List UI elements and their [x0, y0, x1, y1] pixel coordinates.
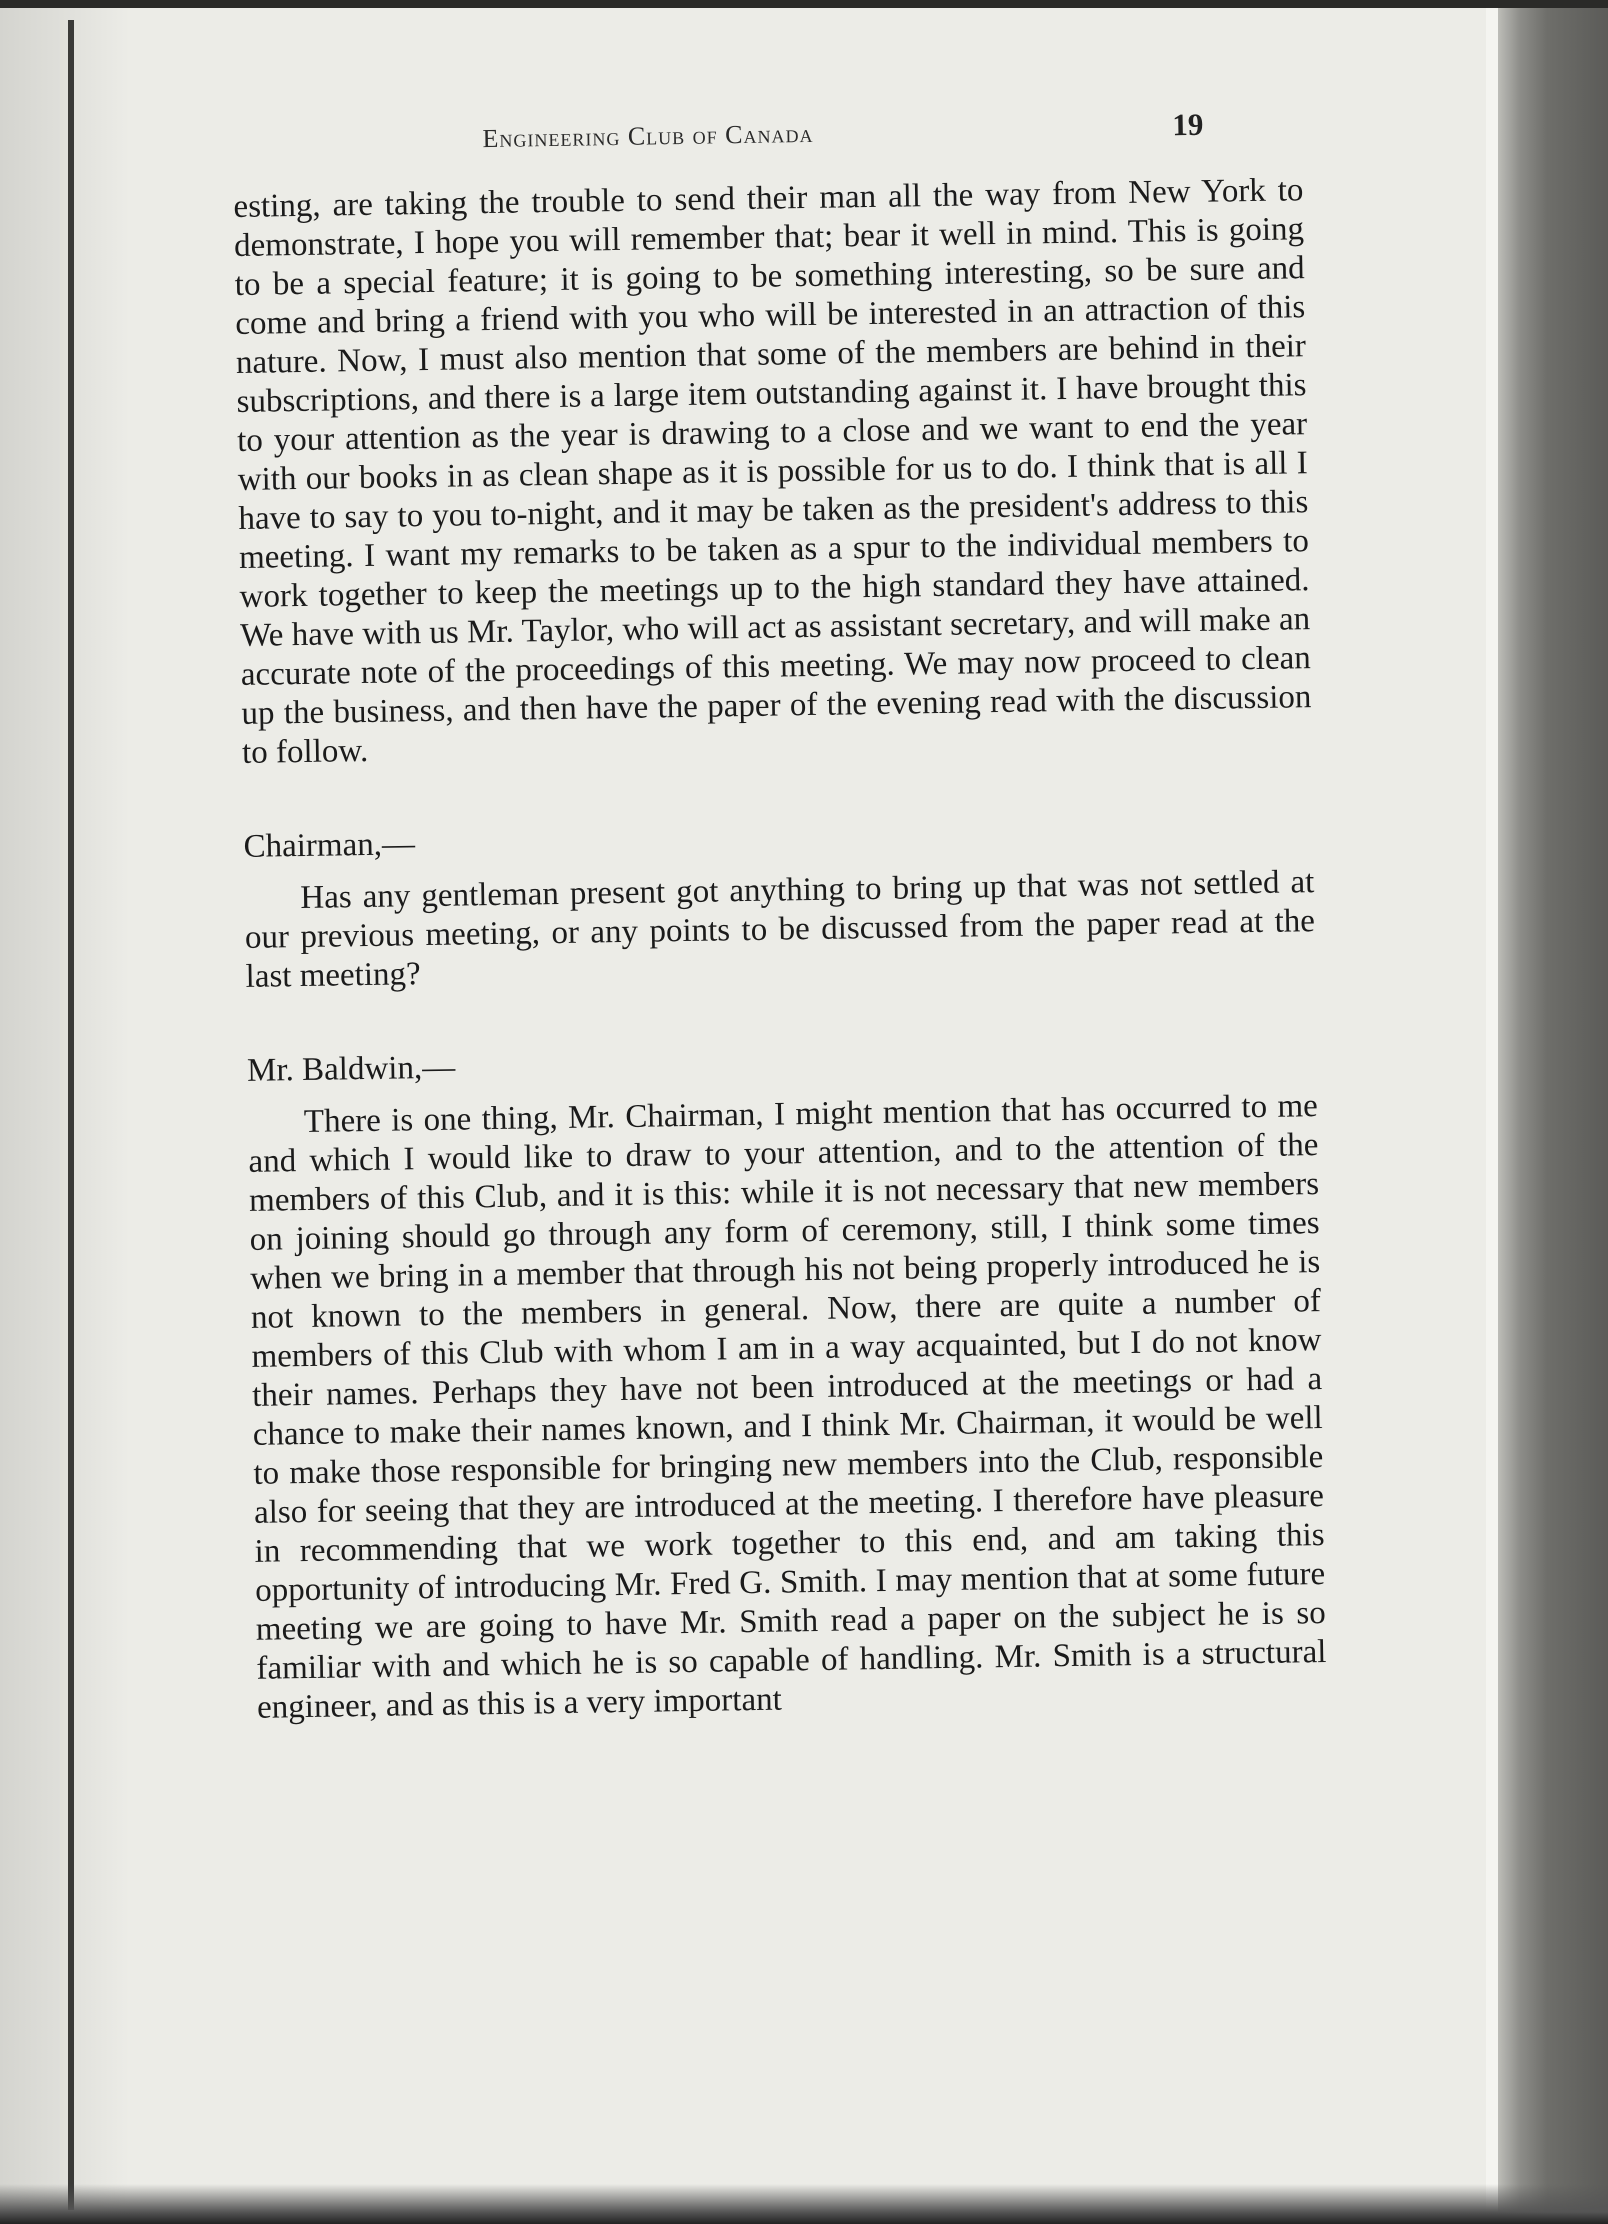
speaker-baldwin: Mr. Baldwin,—: [246, 1049, 456, 1089]
page-edge-highlight: [1486, 0, 1498, 2224]
chairman-paragraph: Has any gentleman present got anything to bring up that was not settled at our previous meeting, or any points to be discussed from the paper read at the last meeting?: [244, 864, 1316, 995]
page-number: 19: [1172, 106, 1204, 143]
baldwin-paragraph: There is one thing, Mr. Chairman, I might mention that has occurred to me and which I would like to draw to your attention, and to the attention of the members of this Club, and it is this: while it is not necessary that new members on joining should go through any form of ceremony, still, I think some times when we bring in a member that through his not being properly introduced he is not known to the members in general. Now, there are quite a number of members of this Club with whom I am in a way acquainted, but I do not know their names. Perhaps they have not been introduced at the meetings or had a chance to make their names known, and I think Mr. Chairman, it would be well to make those responsible for bringing new members into the Club, responsible also for seeing that they are introduced at the meeting. I therefore have pleasure in recommending that we work together to this end, and am taking this opportunity of introducing Mr. Fred G. Smith. I may mention that at some future meeting we are going to have Mr. Smith read a paper on the subject he is so familiar with and which he is so capable of handling. Mr. Smith is a structural engineer, and as this is a very important: [248, 1088, 1327, 1726]
binding-edge-line: [68, 20, 74, 2210]
running-title: Engineering Club of Canada: [482, 118, 814, 154]
book-binding-shadow: [0, 0, 130, 2224]
top-scan-edge: [0, 0, 1608, 8]
speaker-chairman: Chairman,—: [243, 826, 416, 865]
continued-paragraph: esting, are taking the trouble to send their man all the way from New York to demonstrate, I hope you will remember that; bear it well in mind. This is going to be a special feature; it is going to be something interesting, so be sure and come and bring a friend with you who will be interested in an attraction of this nature. Now, I must also mention that some of the members are behind in their subscriptions, and there is a large item outstanding against it. I have brought this to your attention as the year is drawing to a close and we want to end the year with our books in as clean shape as it is possible for us to do. I think that is all I have to say to you to-night, and it may be taken as the president's address to this meeting. I want my remarks to be taken as a spur to the individual members to work together to keep the meetings up to the high standard they have attained. We have with us Mr. Taylor, who will act as assistant secretary, and will make an accurate note of the proceedings of this meeting. We may now proceed to clean up the business, and then have the paper of the evening read with the discussion to follow.: [233, 172, 1312, 771]
page-stack-edge: [1498, 0, 1608, 2224]
bottom-scan-shadow: [0, 2184, 1608, 2224]
book-page: [232, 93, 1327, 1728]
